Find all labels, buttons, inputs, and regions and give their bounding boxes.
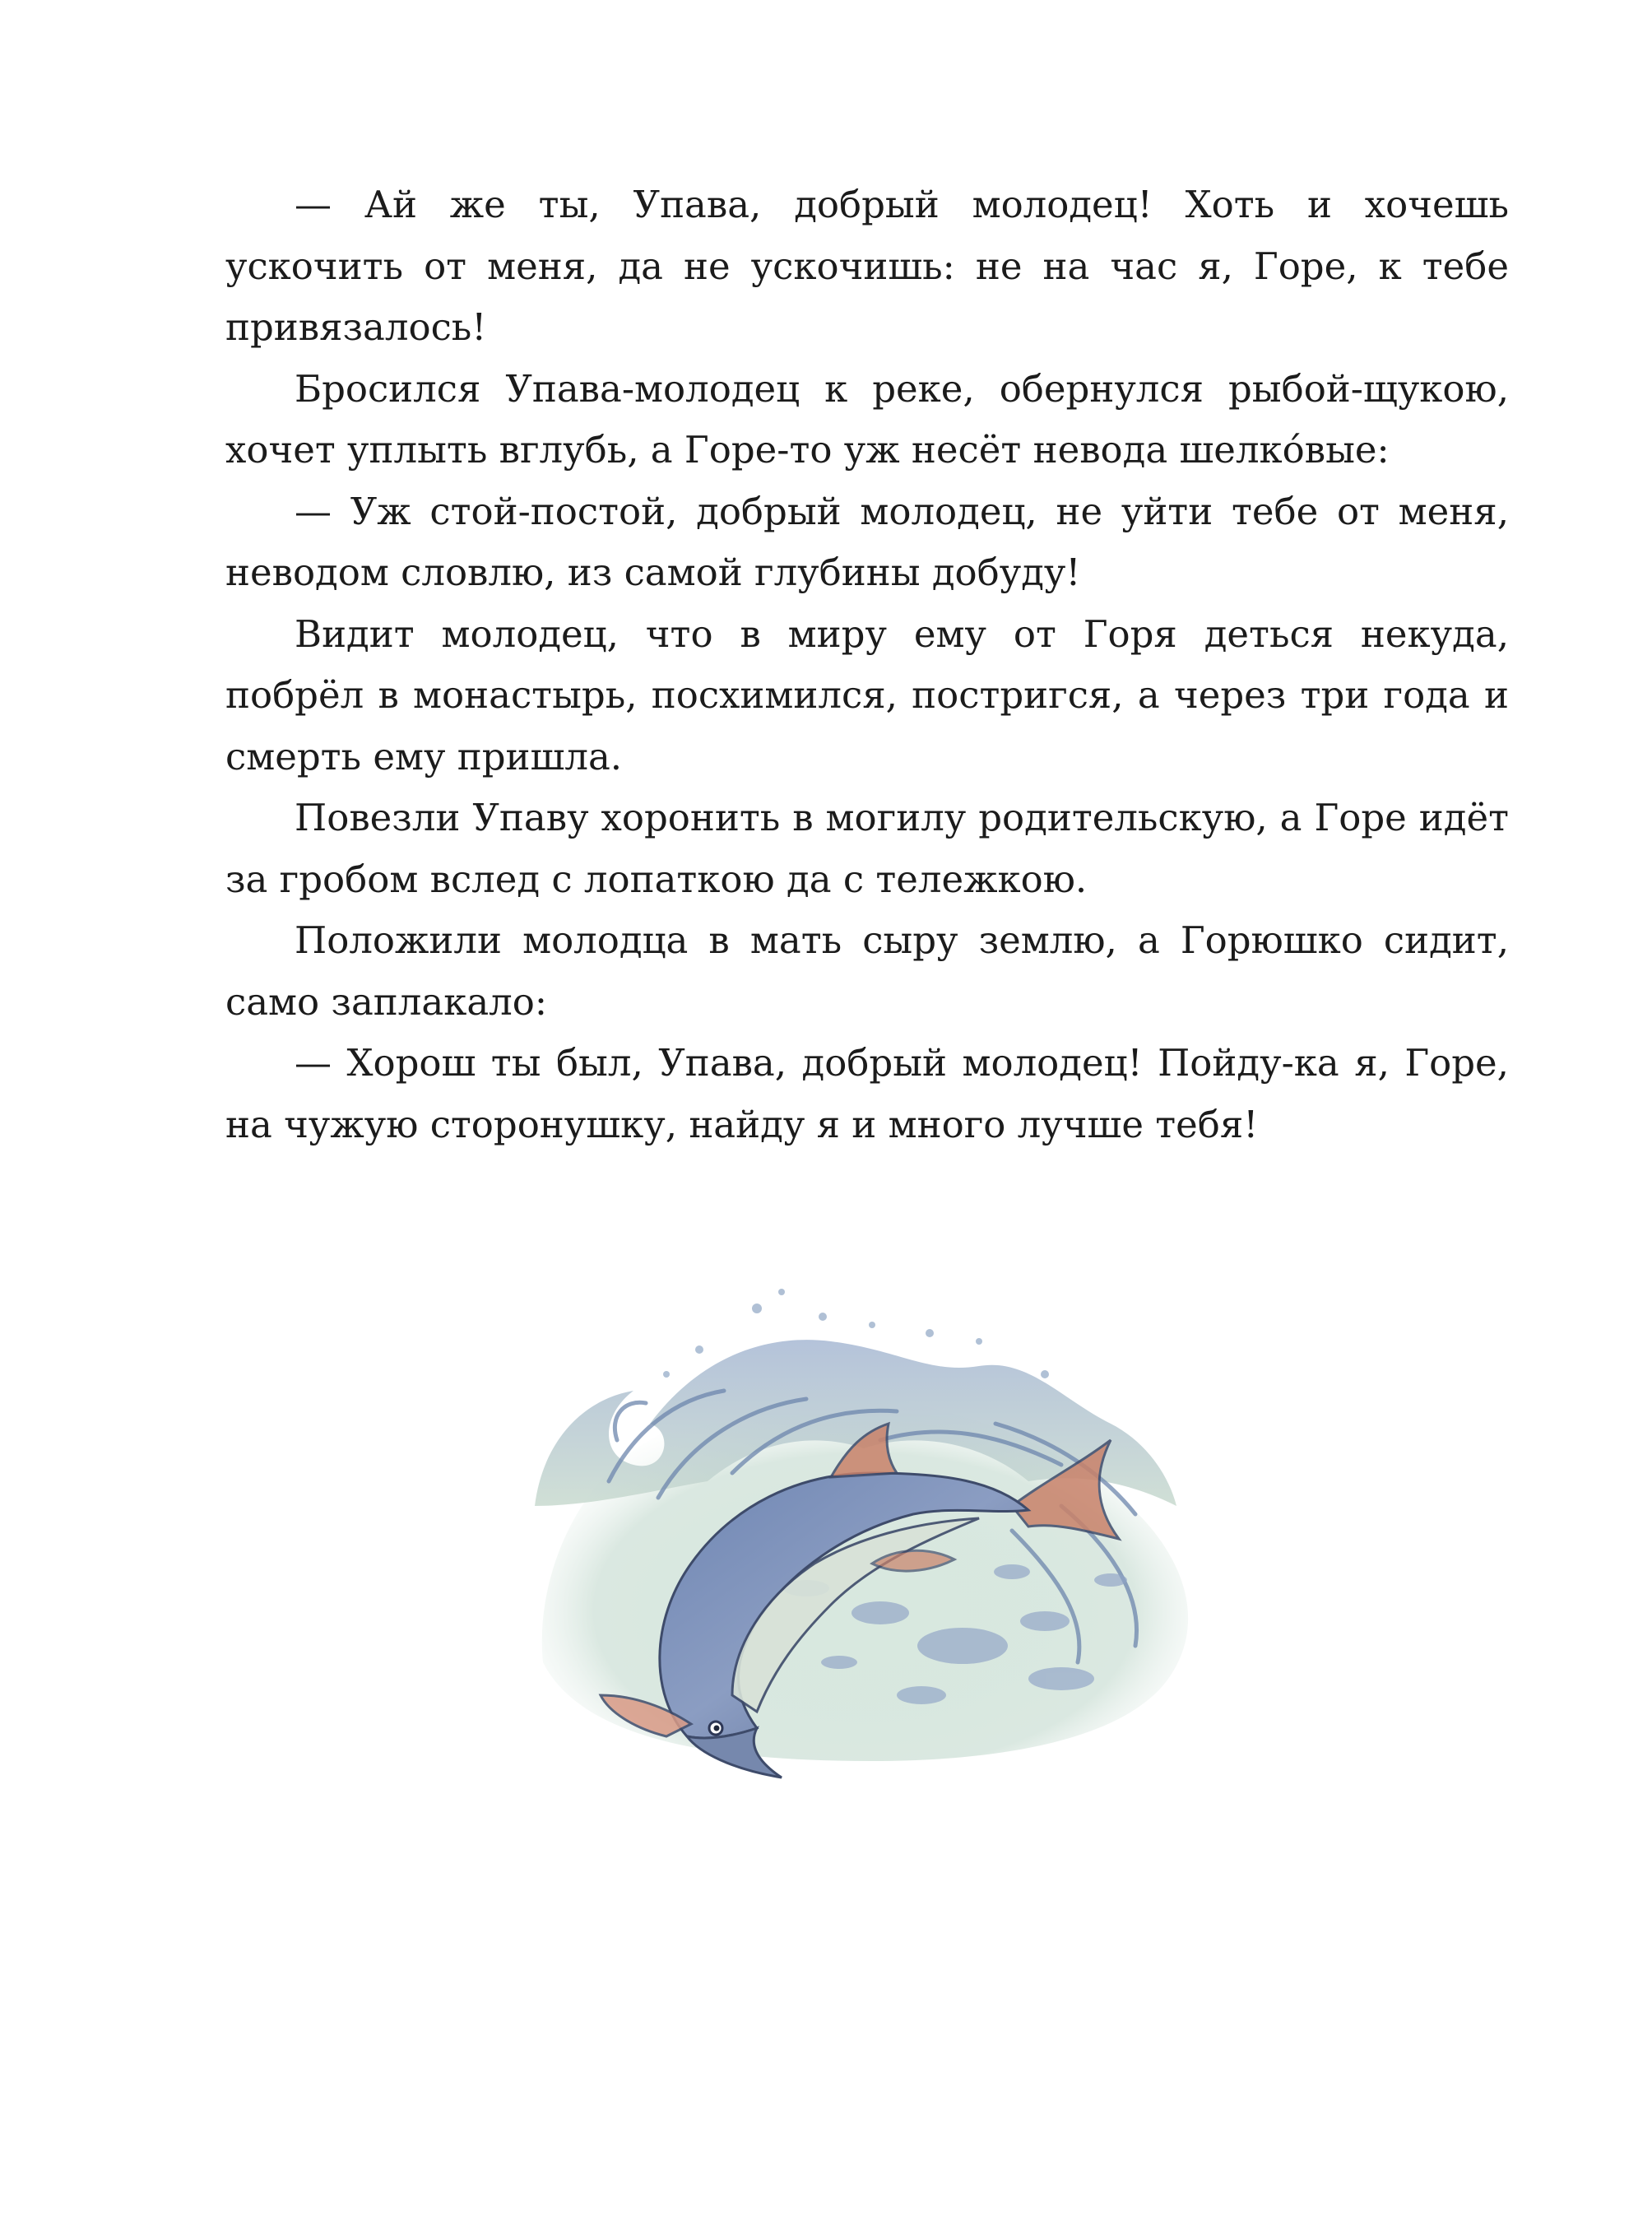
paragraph: Повезли Упаву хоронить в могилу родительскую, а Горе идёт за гробом вслед с лопаткою да с тележкою. bbox=[225, 796, 1509, 901]
paragraph: Видит молодец, что в миру ему от Горя деться некуда, побрёл в монастырь, посхимился, постригся, а через три года и смерть ему пришла. bbox=[225, 611, 1509, 778]
paragraph: Положили молодца в мать сыру землю, а Горюшко сидит, само заплакало: bbox=[225, 918, 1509, 1024]
paragraph: — Уж стой-постой, добрый молодец, не уйти тебе от меня, неводом словлю, из самой глубины добуду! bbox=[225, 489, 1509, 594]
paragraph: — Хорош ты был, Упава, добрый молодец! Пойду-ка я, Горе, на чужую сторонушку, найду я и много лучше тебя! bbox=[225, 1041, 1509, 1146]
story-text bbox=[225, 174, 1509, 1155]
paragraph: Бросился Упава-молодец к реке, обернулся рыбой-щукою, хочет уплыть вглубь, а Горе-то уж несёт невода шелко́вые: bbox=[225, 366, 1509, 472]
paragraph: — Ай же ты, Упава, добрый молодец! Хоть и хочешь ускочить от меня, да не ускочишь: не на час я, Горе, к тебе привязалось! bbox=[225, 183, 1509, 349]
fish-in-wave-illustration bbox=[485, 1234, 1275, 1810]
